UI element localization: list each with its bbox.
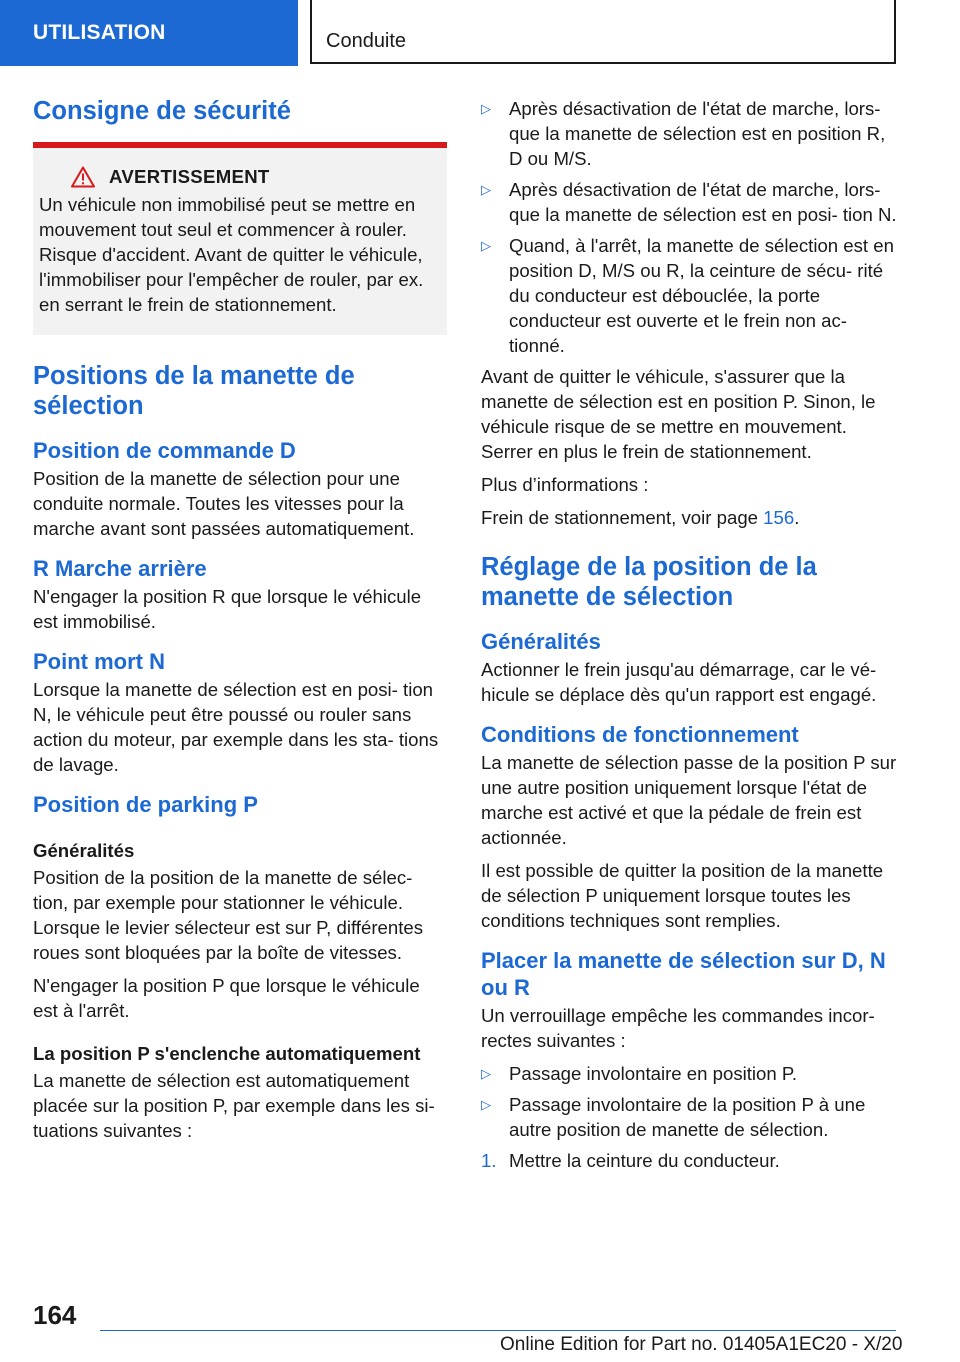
page-link[interactable]: 156 (763, 507, 795, 528)
footer-edition: Online Edition for Part no. 01405A1EC20 - X/20 (500, 1334, 903, 1355)
left-column (33, 96, 447, 1151)
triangle-bullet-icon: ▷ (481, 182, 491, 197)
list-item: ▷ Passage involontaire en position P. (481, 1063, 798, 1084)
p-general-text-2: N'engager la position P que lorsque le véhicule est à l'arrêt. (33, 975, 420, 1021)
triangle-bullet-icon: ▷ (481, 238, 491, 253)
general-text: Actionner le frein jusqu'au démarrage, car le vé- hicule se déplace dès qu'un rapport est engagé. (481, 659, 877, 705)
right-column (481, 96, 897, 1179)
d-position-title: Position de commande D (33, 438, 296, 463)
step-number: 1. (481, 1150, 497, 1171)
chapter-tab: Conduite (310, 0, 896, 64)
n-position-text: Lorsque la manette de sélection est en posi- tion N, le véhicule peut être poussé ou rouler sans action du moteur, par exemple dans les sta- tions de lavage. (33, 679, 439, 775)
list-item: ▷ Après désactivation de l'état de marche, lors- que la manette de sélection est en position R, D ou M/S. (481, 98, 886, 169)
setting-title: Réglage de la position de la manette de sélection (481, 553, 817, 611)
auto-p-situations-list (481, 96, 897, 358)
place-selector-text: Un verrouillage empêche les commandes incor- rectes suivantes : (481, 1005, 875, 1051)
positions-title: Positions de la manette de sélection (33, 362, 355, 420)
warning-triangle-icon (71, 166, 95, 188)
triangle-bullet-icon: ▷ (481, 101, 491, 116)
conditions-text-2: Il est possible de quitter la position de la manette de sélection P uniquement lorsque toutes les conditions techniques sont remplies. (481, 860, 884, 931)
list-item: ▷ Quand, à l'arrêt, la manette de sélection est en position D, M/S ou R, la ceinture de sécu- rité du conducteur est débouclée, la porte conducteur est ouverte et le frein non ac- tionné. (481, 235, 894, 356)
list-item: ▷ Après désactivation de l'état de marche, lors- que la manette de sélection est en posi- tion N. (481, 179, 897, 225)
triangle-bullet-icon: ▷ (481, 1097, 491, 1112)
n-position-title: Point mort N (33, 649, 165, 674)
warning-title: AVERTISSEMENT (109, 166, 270, 187)
footer-divider (100, 1330, 896, 1331)
warning-box (33, 142, 447, 335)
p-general-title: Généralités (33, 840, 135, 861)
lock-list (481, 1061, 897, 1173)
triangle-bullet-icon: ▷ (481, 1066, 491, 1081)
p-auto-text: La manette de sélection est automatiquement placée sur la position P, par exemple dans les si- tuations suivantes : (33, 1070, 435, 1141)
before-leaving-text: Avant de quitter le véhicule, s'assurer que la manette de sélection est en position P. Sinon, le véhicule risque de se mettre en mouvement. Serrer en plus le frein de stationnement. (481, 366, 876, 462)
safety-title: Consigne de sécurité (33, 97, 291, 125)
place-selector-title: Placer la manette de sélection sur D, N ou R (481, 948, 886, 1000)
page-header (0, 0, 960, 66)
page-number: 164 (33, 1300, 77, 1330)
p-position-title: Position de parking P (33, 792, 258, 817)
warning-header (39, 166, 441, 188)
p-general-text-1: Position de la position de la manette de sélec- tion, par exemple pour stationner le véhicule. Lorsque le levier sélecteur est sur P, différentes roues sont bloquées par la boîte de vitesses. (33, 867, 423, 963)
r-position-text: N'engager la position R que lorsque le véhicule est immobilisé. (33, 586, 422, 632)
warning-text: Un véhicule non immobilisé peut se mettre en mouvement tout seul et commencer à rouler. Risque d'accident. Avant de quitter le véhicule, l'immobiliser pour l'empêcher de rouler, par ex. en serrant le frein de stationnement. (39, 194, 424, 315)
p-auto-title: La position P s'enclenche automatiquement (33, 1043, 421, 1064)
section-tab: UTILISATION (0, 0, 298, 66)
parking-brake-reference: Frein de stationnement, voir page 156. (481, 507, 800, 528)
conditions-title: Conditions de fonctionnement (481, 722, 799, 747)
more-info-label: Plus d’informations : (481, 474, 649, 495)
step-item: 1. Mettre la ceinture du conducteur. (481, 1150, 780, 1171)
list-item: ▷ Passage involontaire de la position P à une autre position de manette de sélection. (481, 1094, 866, 1140)
conditions-text-1: La manette de sélection passe de la position P sur une autre position uniquement lorsque l'état de marche est activé et que la pédale de frein est actionnée. (481, 752, 897, 848)
r-position-title: R Marche arrière (33, 556, 207, 581)
general-title: Généralités (481, 629, 601, 654)
d-position-text: Position de la manette de sélection pour une conduite normale. Toutes les vitesses pour la marche avant sont passées automatiquement. (33, 468, 415, 539)
